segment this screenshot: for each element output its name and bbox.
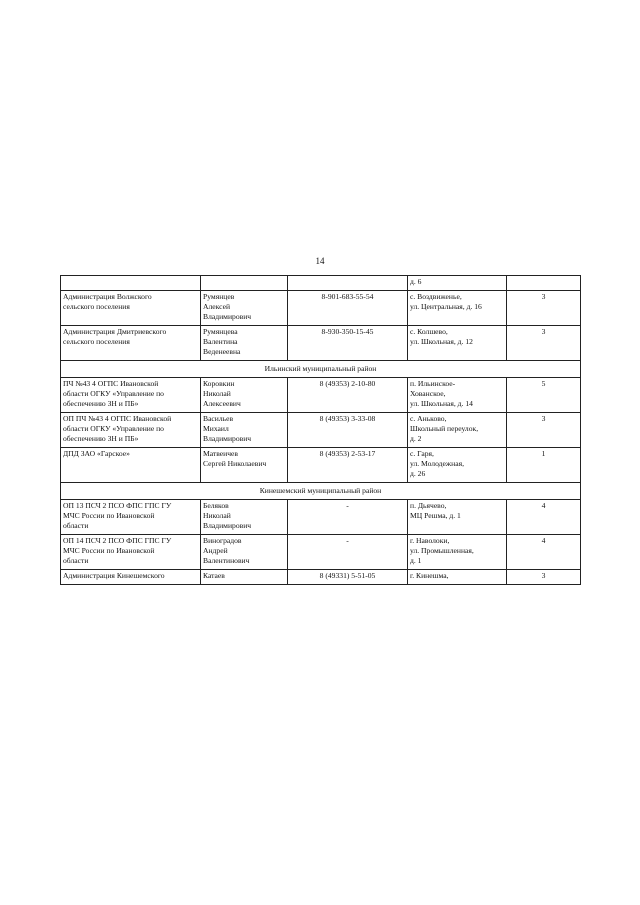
- address-cell: [408, 326, 507, 361]
- responsible-person-cell-line: Румянцева: [203, 327, 238, 336]
- responsible-person-cell-line: Владимирович: [203, 312, 252, 321]
- organization-cell-line: Администрация Волжского: [63, 292, 152, 301]
- phone-cell: 8-930-350-15-45: [288, 326, 408, 361]
- table-row: [61, 413, 581, 448]
- address-cell: [408, 570, 507, 585]
- address-cell-line: д. 2: [410, 434, 422, 443]
- address-cell-line: д. 6: [410, 277, 422, 286]
- organization-cell-line: Администрация Дмитриевского: [63, 327, 167, 336]
- count-cell: 3: [507, 570, 581, 585]
- address-cell-line: с. Аньково,: [410, 414, 447, 423]
- page-number: 14: [315, 256, 325, 266]
- phone-cell: 8 (49353) 2-10-80: [288, 378, 408, 413]
- responsible-person-cell-line: Валентинович: [203, 556, 250, 565]
- address-cell-line: с. Гаря,: [410, 449, 434, 458]
- organization-cell-line: области ОГКУ «Управление по: [63, 424, 164, 433]
- organization-cell: [61, 326, 201, 361]
- address-cell-line: ул. Промышленная,: [410, 546, 474, 555]
- section-row: [61, 483, 581, 500]
- organization-cell-line: Администрация Кинешемского: [63, 571, 165, 580]
- responsible-person-cell: [201, 500, 288, 535]
- organization-cell-line: сельского поселения: [63, 337, 130, 346]
- responsible-person-cell-line: Румянцев: [203, 292, 235, 301]
- responsible-person-cell-line: Владимирович: [203, 521, 252, 530]
- organization-cell: [61, 500, 201, 535]
- count-cell: 4: [507, 500, 581, 535]
- responsible-person-cell-line: Михаил: [203, 424, 229, 433]
- responsible-person-cell: [201, 535, 288, 570]
- responsible-person-cell-line: Валентина: [203, 337, 238, 346]
- responsible-person-cell: [201, 378, 288, 413]
- organization-cell: [61, 276, 201, 291]
- address-cell: [408, 448, 507, 483]
- responsible-person-cell: [201, 326, 288, 361]
- organization-cell-line: обеспечению ЗН и ПБ»: [63, 399, 139, 408]
- section-title: Кинешемский муниципальный район: [61, 483, 581, 500]
- count-cell: 5: [507, 378, 581, 413]
- organization-cell: [61, 448, 201, 483]
- section-row: [61, 361, 581, 378]
- count-cell: 3: [507, 326, 581, 361]
- responsible-person-cell-line: Виноградов: [203, 536, 242, 545]
- address-cell-line: Хованское,: [410, 389, 446, 398]
- organization-cell-line: МЧС России по Ивановской: [63, 546, 155, 555]
- organization-cell: [61, 570, 201, 585]
- address-cell: [408, 500, 507, 535]
- organization-cell-line: области ОГКУ «Управление по: [63, 389, 164, 398]
- responsible-person-cell-line: Алексеевич: [203, 399, 241, 408]
- address-cell-line: п. Дьячево,: [410, 501, 447, 510]
- organization-cell-line: области: [63, 556, 89, 565]
- responsible-person-cell: [201, 291, 288, 326]
- address-cell-line: п. Ильинское-: [410, 379, 456, 388]
- responsible-person-cell-line: Беляков: [203, 501, 229, 510]
- address-cell-line: г. Кинешма,: [410, 571, 449, 580]
- organization-cell: [61, 535, 201, 570]
- phone-cell: [288, 276, 408, 291]
- table-row: [61, 500, 581, 535]
- address-cell-line: г. Наволоки,: [410, 536, 450, 545]
- address-cell-line: с. Воздвиженье,: [410, 292, 462, 301]
- phone-cell: 8 (49353) 3-33-08: [288, 413, 408, 448]
- responsible-person-cell-line: Николай: [203, 389, 231, 398]
- organization-cell-line: сельского поселения: [63, 302, 130, 311]
- responsible-person-cell-line: Сергей Николаевич: [203, 459, 267, 468]
- address-cell-line: д. 26: [410, 469, 426, 478]
- phone-cell: -: [288, 535, 408, 570]
- responsible-person-cell: [201, 448, 288, 483]
- organization-cell-line: ОП ПЧ №43 4 ОГПС Ивановской: [63, 414, 172, 423]
- organization-cell: [61, 413, 201, 448]
- organization-cell-line: ОП 13 ПСЧ 2 ПСО ФПС ГПС ГУ: [63, 501, 172, 510]
- count-cell: [507, 276, 581, 291]
- table-row: [61, 535, 581, 570]
- table-row: [61, 448, 581, 483]
- address-cell-line: ул. Молодежная,: [410, 459, 464, 468]
- count-cell: 3: [507, 413, 581, 448]
- responsible-person-cell: [201, 276, 288, 291]
- address-cell: [408, 378, 507, 413]
- phone-cell: 8-901-683-55-54: [288, 291, 408, 326]
- table-row: [61, 378, 581, 413]
- responsible-person-cell-line: Васильев: [203, 414, 234, 423]
- responsible-person-cell-line: Матвеичев: [203, 449, 238, 458]
- table-row: [61, 276, 581, 291]
- table-row: [61, 291, 581, 326]
- address-cell: [408, 413, 507, 448]
- count-cell: 3: [507, 291, 581, 326]
- organization-cell: [61, 291, 201, 326]
- responsible-person-cell-line: Николай: [203, 511, 231, 520]
- responsible-person-cell-line: Владимирович: [203, 434, 252, 443]
- organization-cell-line: МЧС России по Ивановской: [63, 511, 155, 520]
- phone-cell: 8 (49353) 2-53-17: [288, 448, 408, 483]
- address-cell-line: с. Колшево,: [410, 327, 448, 336]
- responsible-person-cell-line: Коровкин: [203, 379, 235, 388]
- address-cell: [408, 291, 507, 326]
- organization-cell-line: ОП 14 ПСЧ 2 ПСО ФПС ГПС ГУ: [63, 536, 172, 545]
- address-cell-line: ул. Центральная, д. 16: [410, 302, 482, 311]
- table-row: [61, 570, 581, 585]
- organization-cell-line: ДПД ЗАО «Гарское»: [63, 449, 130, 458]
- organization-cell: [61, 378, 201, 413]
- section-title: Ильинский муниципальный район: [61, 361, 581, 378]
- address-cell-line: МЦ Решма, д. 1: [410, 511, 461, 520]
- table-row: [61, 326, 581, 361]
- responsible-person-cell: [201, 413, 288, 448]
- address-cell-line: Школьный переулок,: [410, 424, 479, 433]
- responsible-person-cell: [201, 570, 288, 585]
- responsible-person-cell-line: Веденеевна: [203, 347, 241, 356]
- responsible-person-cell-line: Алексей: [203, 302, 231, 311]
- address-cell: [408, 535, 507, 570]
- address-cell-line: д. 1: [410, 556, 422, 565]
- responsible-person-cell-line: Катаев: [203, 571, 225, 580]
- address-cell: [408, 276, 507, 291]
- organization-cell-line: области: [63, 521, 89, 530]
- address-cell-line: ул. Школьная, д. 12: [410, 337, 473, 346]
- count-cell: 4: [507, 535, 581, 570]
- organization-cell-line: ПЧ №43 4 ОГПС Ивановской: [63, 379, 159, 388]
- count-cell: 1: [507, 448, 581, 483]
- phone-cell: 8 (49331) 5-51-05: [288, 570, 408, 585]
- phone-cell: -: [288, 500, 408, 535]
- address-cell-line: ул. Школьная, д. 14: [410, 399, 473, 408]
- organization-cell-line: обеспечению ЗН и ПБ»: [63, 434, 139, 443]
- responsible-person-cell-line: Андрей: [203, 546, 228, 555]
- contacts-table: [60, 275, 581, 585]
